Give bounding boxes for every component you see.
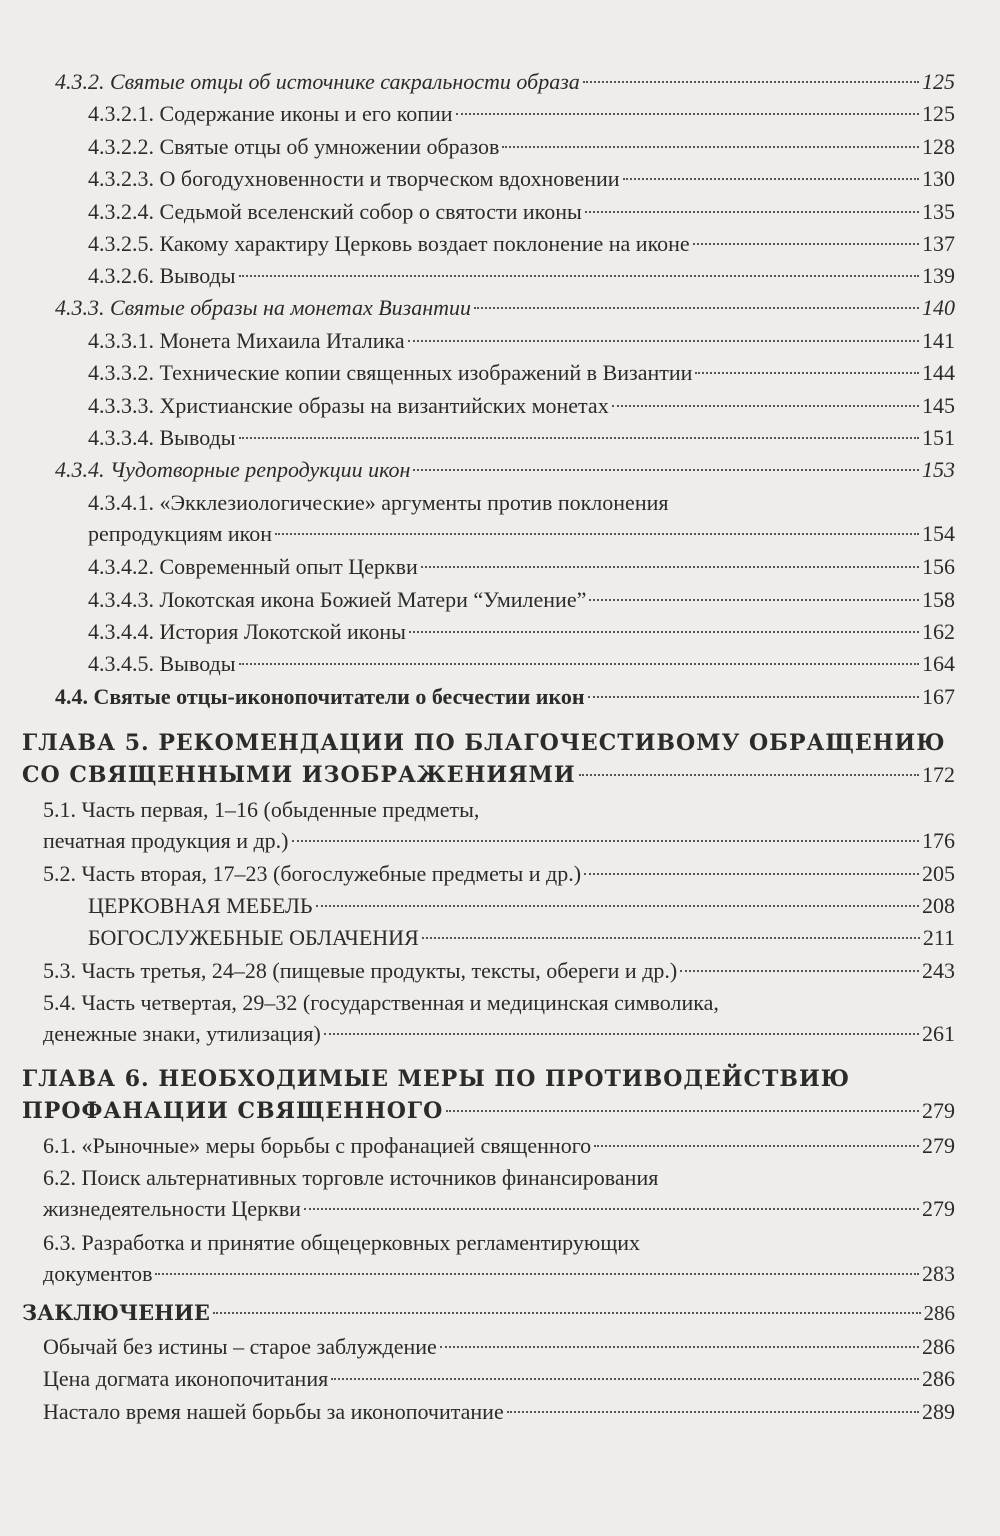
chapter-title-line1: ГЛАВА 6. НЕОБХОДИМЫЕ МЕРЫ ПО ПРОТИВОДЕЙСТВИЮ: [22, 1066, 851, 1092]
toc-entry: [88, 648, 955, 679]
toc-entry: [55, 66, 955, 97]
toc-entry: [88, 922, 955, 953]
toc-entry: [88, 487, 955, 549]
entry-title: Обычай без истины – старое заблуждение: [43, 1334, 437, 1359]
entry-title: 4.3.4.4. История Локотской иконы: [88, 619, 406, 644]
entry-page: 140: [922, 295, 955, 320]
dot-leader: [695, 372, 919, 374]
entry-title-line2: денежные знаки, утилизация): [43, 1021, 321, 1046]
dot-leader: [155, 1273, 919, 1275]
entry-page: 176: [922, 828, 955, 853]
entry-page: 286: [922, 1366, 955, 1391]
entry-page: 279: [922, 1133, 955, 1158]
toc-entry: [88, 616, 955, 647]
toc-entry: [88, 228, 955, 259]
entry-title: 4.3.4.2. Современный опыт Церкви: [88, 554, 418, 579]
dot-leader: [213, 1312, 921, 1314]
entry-title: 4.3.3.2. Технические копии священных изображений в Византии: [88, 360, 693, 385]
entry-title: 4.3.3.3. Христианские образы на византийских монетах: [88, 393, 609, 418]
entry-title: 6.1. «Рыночные» меры борьбы с профанацией священного: [43, 1133, 592, 1158]
dot-leader: [275, 533, 919, 535]
dot-leader: [292, 840, 919, 842]
dot-leader: [422, 937, 920, 939]
toc-entry: [88, 163, 955, 194]
dot-leader: [585, 211, 919, 213]
entry-page: 286: [923, 1301, 955, 1325]
chapter-title-line2: СО СВЯЩЕННЫМИ ИЗОБРАЖЕНИЯМИ: [22, 762, 576, 788]
entry-title-line1: 4.3.4.1. «Экклезиологические» аргументы против поклонения: [88, 490, 669, 515]
entry-page: 156: [922, 554, 955, 579]
entry-title: ЦЕРКОВНАЯ МЕБЕЛЬ: [88, 893, 313, 918]
entry-title: 4.3.2.2. Святые отцы об умножении образов: [88, 134, 500, 159]
dot-leader: [421, 566, 919, 568]
conclusion-heading: [22, 1297, 955, 1329]
entry-page: 279: [922, 1196, 955, 1221]
entry-title: 4.3.2.6. Выводы: [88, 263, 236, 288]
toc-entry: [88, 357, 955, 388]
entry-page: 164: [922, 651, 955, 676]
entry-page: 141: [922, 328, 955, 353]
entry-page: 279: [922, 1098, 955, 1123]
toc-entry: [43, 858, 955, 889]
toc-entry: [43, 1396, 955, 1427]
toc-entry: [88, 98, 955, 129]
entry-title: Цена догмата иконопочитания: [43, 1366, 329, 1391]
entry-page: 137: [922, 231, 955, 256]
toc-entry: [43, 1162, 955, 1224]
entry-page: 145: [922, 393, 955, 418]
entry-page: 135: [922, 199, 955, 224]
dot-leader: [589, 599, 919, 601]
entry-title: 4.3.2.4. Седьмой вселенский собор о святости иконы: [88, 199, 582, 224]
entry-title: 4.3.2.5. Какому характиру Церковь воздает поклонение на иконе: [88, 231, 690, 256]
entry-page: 154: [922, 521, 955, 546]
dot-leader: [440, 1346, 919, 1348]
entry-title-line2: документов: [43, 1261, 153, 1286]
entry-page: 158: [922, 587, 955, 612]
toc-entry: [88, 196, 955, 227]
toc-entry: [88, 390, 955, 421]
dot-leader: [583, 81, 919, 83]
entry-page: 208: [922, 893, 955, 918]
dot-leader: [446, 1110, 919, 1112]
entry-title: БОГОСЛУЖЕБНЫЕ ОБЛАЧЕНИЯ: [88, 925, 419, 950]
dot-leader: [316, 905, 919, 907]
entry-title: 5.3. Часть третья, 24–28 (пищевые продукты, тексты, обереги и др.): [43, 958, 678, 983]
dot-leader: [507, 1411, 919, 1413]
dot-leader: [612, 405, 919, 407]
entry-title: 4.3.2.1. Содержание иконы и его копии: [88, 101, 453, 126]
entry-title: 4.3.2.3. О богодухновенности и творческом вдохновении: [88, 166, 620, 191]
dot-leader: [502, 146, 919, 148]
entry-title: 4.3.3. Святые образы на монетах Византии: [55, 295, 472, 320]
entry-title-line1: 6.2. Поиск альтернативных торговле источников финансирования: [43, 1165, 659, 1190]
toc-entry: [43, 955, 955, 986]
entry-page: 286: [922, 1334, 955, 1359]
entry-title: Настало время нашей борьбы за иконопочитание: [43, 1399, 504, 1424]
dot-leader: [324, 1033, 919, 1035]
toc-entry: [88, 260, 955, 291]
entry-title-line1: 6.3. Разработка и принятие общецерковных регламентирующих: [43, 1230, 641, 1255]
entry-page: 153: [922, 457, 955, 482]
dot-leader: [408, 340, 919, 342]
toc-entry: [55, 454, 955, 485]
toc-entry: [55, 681, 955, 712]
entry-title: ЗАКЛЮЧЕНИЕ: [22, 1300, 210, 1325]
dot-leader: [579, 774, 919, 776]
chapter-title-line2: ПРОФАНАЦИИ СВЯЩЕННОГО: [22, 1098, 444, 1124]
entry-page: 289: [922, 1399, 955, 1424]
entry-title-line2: печатная продукция и др.): [43, 828, 289, 853]
chapter-heading: [22, 728, 955, 791]
entry-page: 130: [922, 166, 955, 191]
entry-page: 205: [922, 861, 955, 886]
entry-page: 144: [922, 360, 955, 385]
entry-page: 172: [922, 762, 955, 787]
entry-title-line1: 5.4. Часть четвертая, 29–32 (государственная и медицинская символика,: [43, 990, 719, 1015]
dot-leader: [239, 663, 919, 665]
dot-leader: [588, 696, 919, 698]
toc-entry: [88, 325, 955, 356]
entry-title: 4.3.3.4. Выводы: [88, 425, 236, 450]
toc-entry: [43, 1130, 955, 1161]
toc-entry: [43, 1331, 955, 1362]
entry-title: 4.3.2. Святые отцы об источнике сакральности образа: [55, 69, 580, 94]
dot-leader: [331, 1378, 919, 1380]
dot-leader: [623, 178, 919, 180]
entry-title: 4.3.3.1. Монета Михаила Италика: [88, 328, 405, 353]
entry-page: 211: [922, 925, 955, 950]
toc-entry: [88, 131, 955, 162]
entry-page: 125: [922, 69, 955, 94]
entry-page: 243: [922, 958, 955, 983]
entry-page: 162: [922, 619, 955, 644]
toc-entry: [43, 1363, 955, 1394]
chapter-heading: [22, 1064, 955, 1127]
toc-entry: [43, 987, 955, 1049]
dot-leader: [413, 469, 919, 471]
toc-entry: [88, 890, 955, 921]
entry-page: 125: [922, 101, 955, 126]
entry-title: 4.3.4.3. Локотская икона Божией Матери “Умиление”: [88, 587, 587, 612]
dot-leader: [304, 1208, 919, 1210]
entry-title-line1: 5.1. Часть первая, 1–16 (обыденные предметы,: [43, 797, 480, 822]
dot-leader: [239, 437, 919, 439]
toc-entry: [43, 794, 955, 856]
toc-entry: [55, 292, 955, 323]
entry-title-line2: жизнедеятельности Церкви: [43, 1196, 301, 1221]
toc-entry: [88, 584, 955, 615]
dot-leader: [474, 307, 919, 309]
entry-title: 5.2. Часть вторая, 17–23 (богослужебные предметы и др.): [43, 861, 582, 886]
entry-title: 4.4. Святые отцы-иконопочитатели о бесчестии икон: [55, 684, 585, 709]
dot-leader: [680, 970, 919, 972]
chapter-title-line1: ГЛАВА 5. РЕКОМЕНДАЦИИ ПО БЛАГОЧЕСТИВОМУ ОБРАЩЕНИЮ: [22, 730, 946, 756]
toc-entry: [43, 1227, 955, 1289]
dot-leader: [584, 873, 919, 875]
entry-page: 151: [922, 425, 955, 450]
entry-title: 4.3.4.5. Выводы: [88, 651, 236, 676]
dot-leader: [594, 1145, 919, 1147]
entry-title-line2: репродукциям икон: [88, 521, 272, 546]
entry-page: 283: [922, 1261, 955, 1286]
entry-page: 167: [922, 684, 955, 709]
dot-leader: [456, 113, 919, 115]
entry-page: 128: [922, 134, 955, 159]
entry-page: 139: [922, 263, 955, 288]
dot-leader: [239, 275, 919, 277]
dot-leader: [693, 243, 919, 245]
toc-entry: [88, 551, 955, 582]
entry-page: 261: [922, 1021, 955, 1046]
entry-title: 4.3.4. Чудотворные репродукции икон: [55, 457, 411, 482]
toc-entry: [88, 422, 955, 453]
dot-leader: [409, 631, 919, 633]
